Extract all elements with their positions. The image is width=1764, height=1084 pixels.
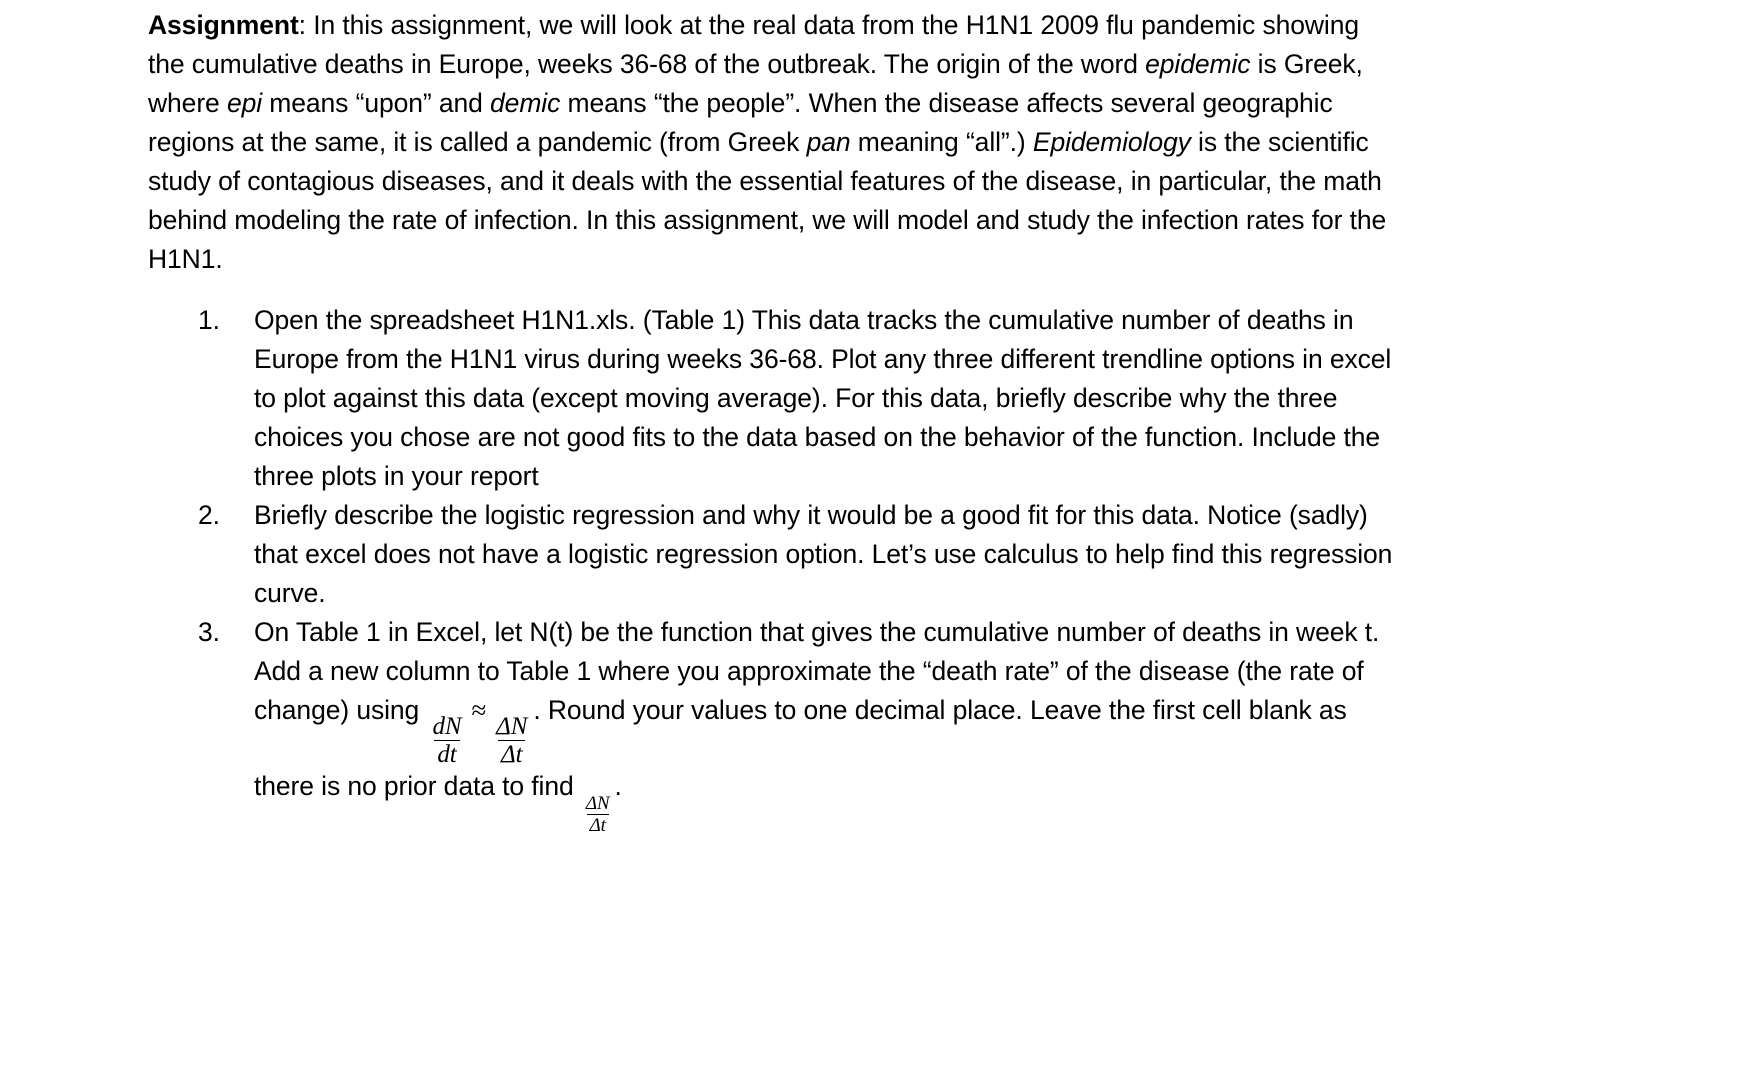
- list-item-text: [254, 613, 1394, 835]
- intro-paragraph: [148, 6, 1392, 279]
- fraction-denominator: dt: [434, 740, 459, 768]
- step3-text-b: . Round your values to one decimal place. Leave the first cell blank as there is no prior data to find: [254, 695, 1347, 801]
- term-epidemiology: Epidemiology: [1032, 127, 1191, 157]
- fraction-denominator: Δt: [498, 740, 525, 768]
- intro-segment-3: means “upon” and: [262, 88, 491, 118]
- intro-segment-2: is Greek, where: [148, 49, 1363, 118]
- approx-equal-icon: ≈: [471, 695, 487, 725]
- intro-segment-5: meaning “all”.): [850, 127, 1033, 157]
- fraction-dn-dt: [429, 714, 464, 768]
- list-item-marker: 1.: [198, 305, 220, 335]
- list-item: [198, 301, 1394, 496]
- step3-text-c: .: [614, 770, 622, 801]
- intro-segment-4: means “the people”. When the disease affects several geographic regions at the same, it is called a pandemic (from Greek: [148, 88, 1333, 157]
- term-epidemic: epidemic: [1145, 49, 1251, 79]
- fraction-denominator: Δt: [587, 814, 609, 835]
- fraction-numerator: ΔN: [496, 712, 528, 740]
- list-item: [198, 613, 1394, 835]
- term-demic: demic: [490, 88, 561, 118]
- list-item-marker: 3.: [198, 617, 220, 647]
- fraction-numerator: ΔN: [585, 793, 610, 815]
- list-item-marker: 2.: [198, 500, 220, 530]
- term-pan: pan: [806, 127, 851, 157]
- list-item-text: Briefly describe the logistic regression and why it would be a good fit for this data. Notice (sadly) that excel does not have a logistic regression option. Let’s use calculus to help find this regression curve.: [254, 500, 1393, 608]
- assignment-colon: :: [298, 10, 314, 40]
- steps-list: [198, 301, 1394, 835]
- step3-text-a: On Table 1 in Excel, let N(t) be the function that gives the cumulative number of deaths in week t. Add a new column to Table 1 where you approximate the “death rate” of the disease (the rate of change) using: [254, 617, 1380, 725]
- list-item: [198, 496, 1394, 613]
- fraction-delta-n-delta-t: [493, 714, 530, 768]
- term-epi: epi: [226, 88, 263, 118]
- intro-segment-6: is the scientific study of contagious diseases, and it deals with the essential features of the disease, in particular, the math behind modeling the rate of infection. In this assignment, we will model and study the infection rates for the H1N1.: [148, 127, 1387, 274]
- fraction-numerator: dN: [432, 712, 462, 740]
- list-item-text: Open the spreadsheet H1N1.xls. (Table 1) This data tracks the cumulative number of deaths in Europe from the H1N1 virus during weeks 36-68. Plot any three different trendline options in excel to plot against this data (except moving average). For this data, briefly describe why the three choices you chose are not good fits to the data based on the behavior of the function. Include the three plots in your report: [254, 305, 1392, 491]
- assignment-label: Assignment: [148, 10, 299, 40]
- intro-segment-1: In this assignment, we will look at the real data from the H1N1 2009 flu pandemic showing the cumulative deaths in Europe, weeks 36-68 of the outbreak. The origin of the word: [148, 10, 1359, 79]
- fraction-delta-n-delta-t-small: [583, 794, 613, 836]
